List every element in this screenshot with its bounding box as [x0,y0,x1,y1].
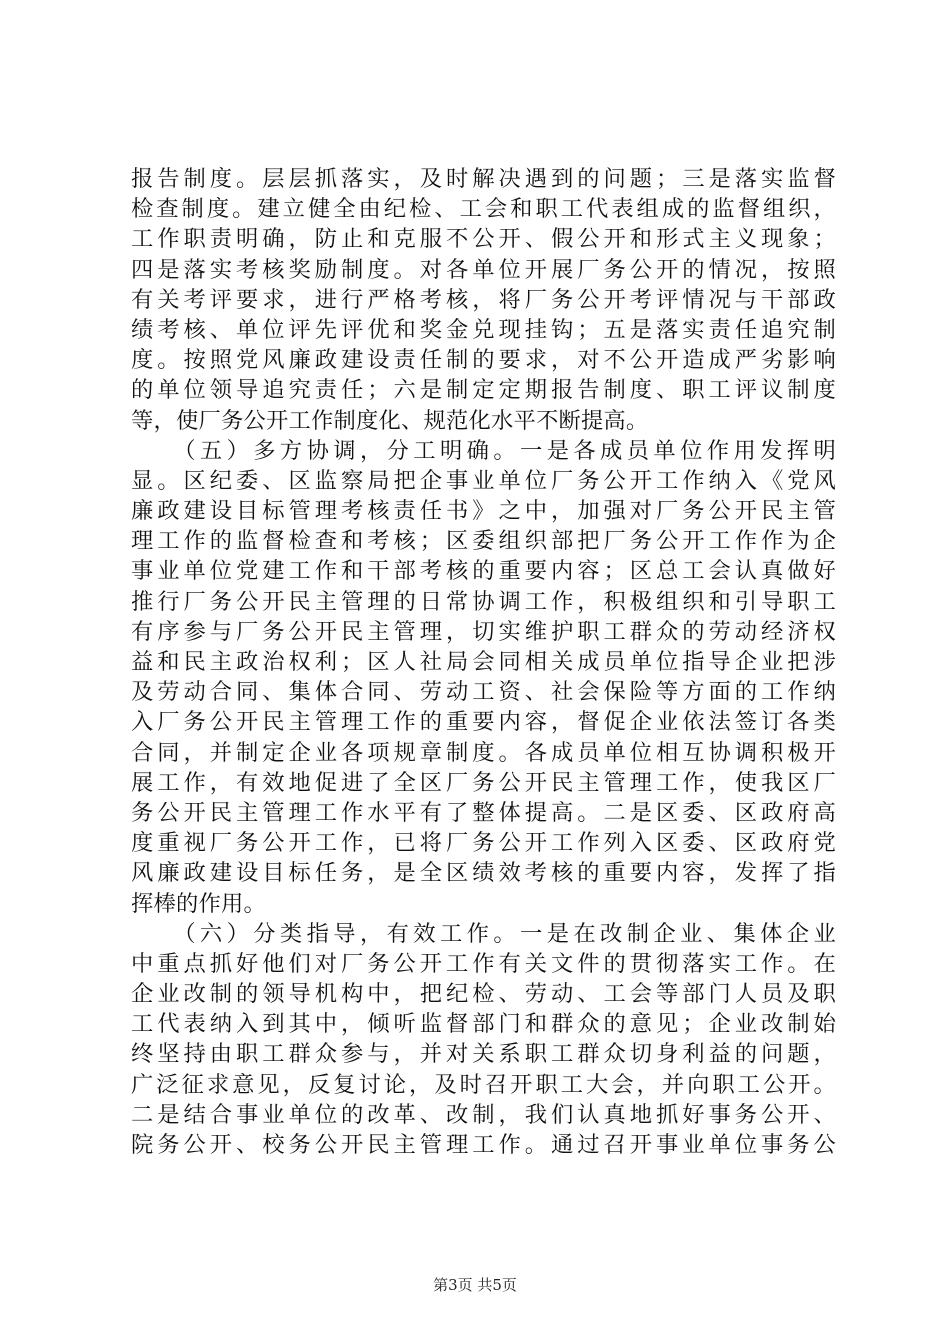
body-line: 的单位领导追究责任；六是制定定期报告制度、职工评议制度 [131,377,836,404]
body-line: 中重点抓好他们对厂务公开工作有关文件的贯彻落实工作。在 [131,950,836,977]
body-line: 工作职责明确，防止和克服不公开、假公开和形式主义现象； [131,226,836,253]
body-line: 绩考核、单位评先评优和奖金兑现挂钩；五是落实责任追究制 [131,316,836,343]
body-line: 等，使厂务公开工作制度化、规范化水平不断提高。 [131,407,649,434]
body-line: 四是落实考核奖励制度。对各单位开展厂务公开的情况，按照 [131,256,836,283]
body-line: 益和民主政治权利；区人社局会同相关成员单位指导企业把涉 [131,649,836,675]
body-line: 二是结合事业单位的改革、改制，我们认真地抓好事务公开、 [131,1101,836,1128]
body-line: 理工作的监督检查和考核；区委组织部把厂务公开工作作为企 [131,528,836,555]
body-line: 事业单位党建工作和干部考核的重要内容；区总工会认真做好 [131,558,836,585]
body-line: 度。按照党风廉政建设责任制的要求，对不公开造成严劣影响 [131,347,836,374]
body-line: 报告制度。层层抓落实，及时解决遇到的问题；三是落实监督 [131,166,836,192]
body-line: 院务公开、校务公开民主管理工作。通过召开事业单位事务公 [131,1132,836,1158]
body-line: 检查制度。建立健全由纪检、工会和职工代表组成的监督组织， [131,196,836,223]
body-line: 合同，并制定企业各项规章制度。各成员单位相互协调积极开 [131,739,836,766]
body-line: 企业改制的领导机构中，把纪检、劳动、工会等部门人员及职 [131,981,836,1008]
body-line: 推行厂务公开民主管理的日常协调工作，积极组织和引导职工 [131,588,836,615]
document-body [131,164,836,1160]
body-line: 工代表纳入到其中，倾听监督部门和群众的意见；企业改制始 [131,1011,836,1038]
body-line: 务公开民主管理工作水平有了整体提高。二是区委、区政府高 [131,799,836,826]
body-line: 广泛征求意见，反复讨论，及时召开职工大会，并向职工公开。 [131,1071,836,1098]
body-line: 度重视厂务公开工作，已将厂务公开工作列入区委、区政府党 [131,830,836,857]
body-line: 有关考评要求，进行严格考核，将厂务公开考评情况与干部政 [131,286,836,313]
body-line: 有序参与厂务公开民主管理，切实维护职工群众的劳动经济权 [131,618,836,645]
body-line: 终坚持由职工群众参与，并对关系职工群众切身利益的问题， [131,1041,836,1068]
body-line: 显。区纪委、区监察局把企事业单位厂务公开工作纳入《党风 [131,467,836,494]
body-line: 展工作，有效地促进了全区厂务公开民主管理工作，使我区厂 [131,769,836,796]
body-line: 及劳动合同、集体合同、劳动工资、社会保险等方面的工作纳 [131,679,836,706]
body-line: （五）多方协调，分工明确。一是各成员单位作用发挥明 [131,437,836,464]
body-line: 入厂务公开民主管理工作的重要内容，督促企业依法签订各类 [131,709,836,736]
body-line: 廉政建设目标管理考核责任书》之中，加强对厂务公开民主管 [131,498,836,525]
body-line: 挥棒的作用。 [131,890,266,917]
page-footer: 第3页 共5页 [433,1276,517,1294]
body-line: （六）分类指导，有效工作。一是在改制企业、集体企业 [131,920,836,947]
body-line: 风廉政建设目标任务，是全区绩效考核的重要内容，发挥了指 [131,860,836,887]
